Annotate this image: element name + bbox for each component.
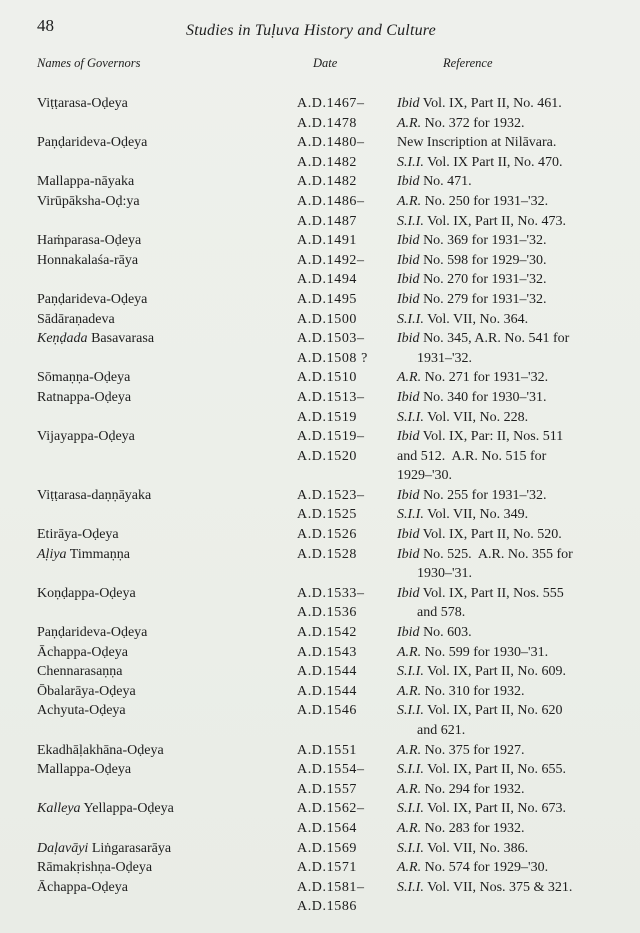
reference-text: Vol. IX, Part II, No. 520. [419, 527, 562, 543]
governor-name [37, 94, 128, 114]
reference-text: No. 525. A.R. No. 355 for [419, 546, 573, 562]
reference-cell [397, 839, 528, 859]
governor-name [37, 231, 141, 251]
reference-cell [397, 192, 548, 212]
governor-name-text: Mallappa-nāyaka [37, 174, 135, 190]
governor-name [37, 486, 151, 506]
table-row [0, 329, 640, 349]
governor-name [37, 290, 147, 310]
governor-name [37, 623, 147, 643]
governor-name [37, 701, 126, 721]
reference-text: Vol. VII, No. 228. [423, 409, 529, 425]
reference-text: Vol. VII, No. 386. [423, 840, 529, 856]
reference-source: Ibid [397, 527, 420, 543]
reference-source: Ibid [397, 389, 420, 405]
date-cell: A.D.1546 [297, 703, 358, 719]
governor-name [37, 251, 138, 271]
table-row [0, 525, 640, 545]
date-cell: A.D.1510 [297, 370, 358, 386]
governor-name-text: Viṭṭarasa-daṇṇāyaka [37, 487, 152, 503]
reference-cell [397, 251, 547, 271]
reference-text: No. 471. [419, 174, 472, 190]
reference-cell [397, 270, 547, 290]
reference-cell [397, 486, 547, 506]
governor-name-epithet: Daḷavāyi [37, 840, 89, 856]
reference-text: No. 310 for 1932. [421, 683, 525, 699]
date-cell: A.D.1533– [297, 585, 365, 601]
table-row [0, 231, 640, 251]
governor-name [37, 799, 174, 819]
governor-name [37, 682, 136, 702]
table-row [0, 310, 640, 330]
reference-cell [397, 172, 472, 192]
date-cell: A.D.1536 [297, 605, 358, 621]
table-row [0, 780, 640, 800]
running-title: Studies in Tuḷuva History and Culture [186, 22, 436, 39]
governor-name [37, 192, 140, 212]
reference-text: Vol. IX Part II, No. 470. [423, 154, 563, 170]
table-row [0, 192, 640, 212]
table-row [0, 741, 640, 761]
reference-cell [397, 133, 556, 153]
reference-text: No. 375 for 1927. [421, 742, 525, 758]
date-cell: A.D.1523– [297, 487, 365, 503]
date-cell: A.D.1543 [297, 644, 358, 660]
table-row [0, 858, 640, 878]
reference-text: Vol. IX, Part II, No. 673. [423, 801, 567, 817]
reference-cell [397, 388, 547, 408]
table-row [0, 819, 640, 839]
date-cell: A.D.1487 [297, 213, 358, 229]
date-cell: A.D.1551 [297, 742, 358, 758]
table-row [0, 643, 640, 663]
date-cell: A.D.1480– [297, 135, 365, 151]
reference-cell [397, 858, 548, 878]
governor-name [37, 525, 119, 545]
reference-cell [397, 290, 547, 310]
reference-text: Vol. VII, No. 364. [423, 311, 529, 327]
reference-cell [397, 368, 548, 388]
reference-source: Ibid [397, 585, 420, 601]
reference-cell [397, 505, 528, 525]
table-row [0, 545, 640, 565]
reference-text: No. 271 for 1931–'32. [421, 370, 549, 386]
reference-cell [397, 643, 548, 663]
governor-name [37, 584, 136, 604]
date-cell: A.D.1467– [297, 96, 365, 111]
reference-source: Ibid [397, 252, 420, 268]
reference-text: No. 255 for 1931–'32. [419, 487, 547, 503]
reference-cell [397, 741, 525, 761]
page-number: 48 [37, 16, 54, 35]
reference-source: A.R. [397, 683, 422, 699]
reference-cell [397, 153, 563, 173]
table-row [0, 466, 640, 486]
reference-text: No. 599 for 1930–'31. [421, 644, 549, 660]
date-cell: A.D.1525 [297, 507, 358, 523]
date-cell: A.D.1486– [297, 193, 365, 209]
reference-cell [417, 564, 472, 584]
reference-cell [397, 799, 566, 819]
governor-name-text: Ratnappa-Oḍeya [37, 389, 132, 405]
governor-name-text: Timmaṇṇa [66, 546, 130, 562]
table-row [0, 603, 640, 623]
table-row [0, 212, 640, 232]
reference-cell [397, 878, 572, 898]
reference-cell [397, 760, 566, 780]
reference-cell [397, 447, 546, 467]
reference-text: No. 345, A.R. No. 541 for [419, 331, 570, 347]
governor-name-text: Liṅgarasarāya [88, 840, 172, 856]
table-row [0, 349, 640, 369]
column-header-reference: Reference [443, 56, 493, 70]
date-cell: A.D.1478 [297, 115, 358, 131]
reference-cell [397, 114, 525, 134]
reference-text: No. 372 for 1932. [421, 115, 525, 131]
governors-table [0, 94, 640, 917]
table-row [0, 251, 640, 271]
reference-text: 1929–'30. [397, 468, 453, 484]
table-row [0, 897, 640, 917]
table-row [0, 799, 640, 819]
governor-name [37, 172, 134, 192]
governor-name [37, 839, 171, 859]
governor-name [37, 643, 128, 663]
table-row [0, 682, 640, 702]
reference-cell [397, 408, 528, 428]
date-cell: A.D.1495 [297, 291, 358, 307]
date-cell: A.D.1482 [297, 174, 358, 190]
column-header-date: Date [313, 56, 338, 70]
reference-source: A.R. [397, 742, 422, 758]
reference-text: Vol. IX, Part II, No. 620 [423, 703, 563, 719]
table-row [0, 505, 640, 525]
table-row [0, 486, 640, 506]
governor-name [37, 388, 131, 408]
governor-name-text: Vijayappa-Oḍeya [37, 429, 135, 445]
reference-cell [417, 721, 465, 741]
reference-source: Ibid [397, 291, 420, 307]
reference-text: No. 603. [419, 625, 472, 641]
reference-cell [397, 701, 563, 721]
governor-name-text: Achyuta-Oḍeya [37, 703, 126, 719]
date-cell: A.D.1513– [297, 389, 365, 405]
date-cell: A.D.1571 [297, 860, 358, 876]
governor-name-epithet: Aḷiya [37, 546, 67, 562]
reference-text: Vol. IX, Part II, No. 655. [423, 762, 567, 778]
table-row [0, 564, 640, 584]
governor-name-text: Āchappa-Oḍeya [37, 879, 128, 895]
governor-name [37, 760, 131, 780]
reference-cell [397, 682, 525, 702]
governor-name [37, 427, 135, 447]
table-row [0, 584, 640, 604]
reference-source: Ibid [397, 429, 420, 445]
governor-name [37, 310, 115, 330]
governor-name-text: Ekadhāḷakhāna-Oḍeya [37, 742, 164, 758]
governor-name-text: Honnakalaśa-rāya [37, 252, 139, 268]
date-cell: A.D.1557 [297, 781, 358, 797]
table-row [0, 623, 640, 643]
reference-text: Vol. VII, Nos. 375 & 321. [423, 879, 573, 895]
reference-cell [417, 603, 465, 623]
reference-source: S.I.I. [397, 840, 424, 856]
column-header-names: Names of Governors [37, 56, 141, 70]
reference-text: No. 270 for 1931–'32. [419, 272, 547, 288]
reference-cell [397, 94, 562, 114]
date-cell: A.D.1508 ? [297, 350, 368, 366]
table-row [0, 368, 640, 388]
reference-text: Vol. VII, No. 349. [423, 507, 529, 523]
reference-source: S.I.I. [397, 311, 424, 327]
reference-text: No. 340 for 1930–'31. [419, 389, 547, 405]
table-row [0, 172, 640, 192]
governor-name-text: Chennarasaṇṇa [37, 664, 123, 680]
table-row [0, 760, 640, 780]
reference-source: S.I.I. [397, 879, 424, 895]
reference-source: A.R. [397, 193, 422, 209]
table-row [0, 721, 640, 741]
table-row [0, 839, 640, 859]
reference-cell [397, 819, 525, 839]
governor-name-text: Yellappa-Oḍeya [80, 801, 174, 817]
reference-cell [417, 349, 472, 369]
reference-text: No. 294 for 1932. [421, 781, 525, 797]
date-cell: A.D.1519 [297, 409, 358, 425]
reference-text: New Inscription at Nilāvara. [397, 135, 557, 151]
date-cell: A.D.1500 [297, 311, 358, 327]
reference-source: A.R. [397, 644, 422, 660]
governor-name-text: Koṇḍappa-Oḍeya [37, 585, 136, 601]
table-row [0, 408, 640, 428]
date-cell: A.D.1542 [297, 625, 358, 641]
date-cell: A.D.1482 [297, 154, 358, 170]
table-row [0, 388, 640, 408]
reference-source: A.R. [397, 781, 422, 797]
reference-source: Ibid [397, 331, 420, 347]
table-row [0, 701, 640, 721]
governor-name [37, 741, 164, 761]
reference-source: S.I.I. [397, 801, 424, 817]
governor-name-text: Etirāya-Oḍeya [37, 527, 119, 543]
reference-text: No. 598 for 1929–'30. [419, 252, 547, 268]
reference-source: A.R. [397, 860, 422, 876]
reference-text: Vol. IX, Par: II, Nos. 511 [419, 429, 564, 445]
reference-source: S.I.I. [397, 213, 424, 229]
date-cell: A.D.1544 [297, 683, 358, 699]
reference-text: Vol. IX, Part II, No. 461. [419, 96, 562, 111]
governor-name [37, 878, 128, 898]
date-cell: A.D.1494 [297, 272, 358, 288]
reference-source: S.I.I. [397, 507, 424, 523]
reference-text: No. 283 for 1932. [421, 820, 525, 836]
date-cell: A.D.1526 [297, 527, 358, 543]
table-row [0, 878, 640, 898]
table-row [0, 447, 640, 467]
reference-source: Ibid [397, 174, 420, 190]
governor-name-text: Haṁparasa-Oḍeya [37, 233, 142, 249]
reference-text: Vol. IX, Part II, Nos. 555 [419, 585, 564, 601]
reference-cell [397, 212, 566, 232]
reference-text: and 621. [417, 723, 466, 738]
date-cell: A.D.1503– [297, 331, 365, 347]
table-row [0, 427, 640, 447]
reference-cell [397, 427, 563, 447]
governor-name [37, 329, 154, 349]
governor-name-text: Paṇḍarideva-Oḍeya [37, 135, 148, 151]
governor-name-text: Sādāraṇadeva [37, 311, 115, 327]
date-cell: A.D.1564 [297, 820, 358, 836]
governor-name-text: Virūpāksha-Oḍ:ya [37, 193, 140, 209]
reference-source: S.I.I. [397, 703, 424, 719]
governor-name-epithet: Kalleya [37, 801, 81, 817]
table-row [0, 290, 640, 310]
date-cell: A.D.1528 [297, 546, 358, 562]
reference-source: S.I.I. [397, 664, 424, 680]
governor-name-text: Viṭṭarasa-Oḍeya [37, 96, 128, 111]
reference-cell [397, 525, 562, 545]
reference-cell [397, 623, 472, 643]
reference-text: No. 279 for 1931–'32. [419, 291, 547, 307]
date-cell: A.D.1491 [297, 233, 358, 249]
date-cell: A.D.1492– [297, 252, 365, 268]
table-row [0, 270, 640, 290]
date-cell: A.D.1554– [297, 762, 365, 778]
governor-name-text: Sōmaṇṇa-Oḍeya [37, 370, 131, 386]
table-row [0, 133, 640, 153]
date-cell: A.D.1544 [297, 664, 358, 680]
reference-text: 1930–'31. [417, 566, 473, 582]
reference-cell [397, 231, 547, 251]
table-row [0, 114, 640, 134]
reference-cell [397, 780, 525, 800]
reference-cell [397, 310, 528, 330]
reference-cell [397, 466, 452, 486]
reference-text: No. 369 for 1931–'32. [419, 233, 547, 249]
reference-source: A.R. [397, 115, 422, 131]
reference-cell [397, 584, 564, 604]
date-cell: A.D.1519– [297, 429, 365, 445]
table-row [0, 94, 640, 114]
reference-cell [397, 662, 566, 682]
governor-name-text: Rāmakṛishṇa-Oḍeya [37, 860, 153, 876]
governor-name [37, 133, 147, 153]
reference-source: S.I.I. [397, 409, 424, 425]
governor-name-text: Ōbalarāya-Oḍeya [37, 683, 136, 699]
date-cell: A.D.1520 [297, 448, 358, 464]
date-cell: A.D.1581– [297, 879, 365, 895]
reference-text: Vol. IX, Part II, No. 473. [423, 213, 567, 229]
governor-name-text: Paṇḍarideva-Oḍeya [37, 625, 148, 641]
date-cell: A.D.1569 [297, 840, 358, 856]
table-row [0, 153, 640, 173]
reference-text: and 578. [417, 605, 466, 621]
reference-source: S.I.I. [397, 154, 424, 170]
governor-name [37, 662, 123, 682]
reference-source: Ibid [397, 96, 420, 111]
reference-source: A.R. [397, 370, 422, 386]
reference-cell [397, 545, 573, 565]
governor-name [37, 368, 130, 388]
governor-name [37, 858, 152, 878]
reference-text: and 512. A.R. No. 515 for [397, 448, 547, 464]
governor-name-epithet: Keṇḍada [37, 331, 88, 347]
reference-source: Ibid [397, 272, 420, 288]
reference-cell [397, 329, 569, 349]
reference-source: Ibid [397, 487, 420, 503]
governor-name-text: Basavarasa [87, 331, 155, 347]
reference-text: No. 250 for 1931–'32. [421, 193, 549, 209]
date-cell: A.D.1586 [297, 899, 358, 915]
governor-name-text: Āchappa-Oḍeya [37, 644, 128, 660]
date-cell: A.D.1562– [297, 801, 365, 817]
reference-source: Ibid [397, 625, 420, 641]
governor-name-text: Mallappa-Oḍeya [37, 762, 132, 778]
reference-source: Ibid [397, 233, 420, 249]
table-row [0, 662, 640, 682]
reference-text: 1931–'32. [417, 350, 473, 366]
reference-text: Vol. IX, Part II, No. 609. [423, 664, 567, 680]
reference-source: A.R. [397, 820, 422, 836]
reference-source: Ibid [397, 546, 420, 562]
reference-source: S.I.I. [397, 762, 424, 778]
governor-name [37, 545, 130, 565]
reference-text: No. 574 for 1929–'30. [421, 860, 549, 876]
governor-name-text: Paṇḍarideva-Oḍeya [37, 291, 148, 307]
